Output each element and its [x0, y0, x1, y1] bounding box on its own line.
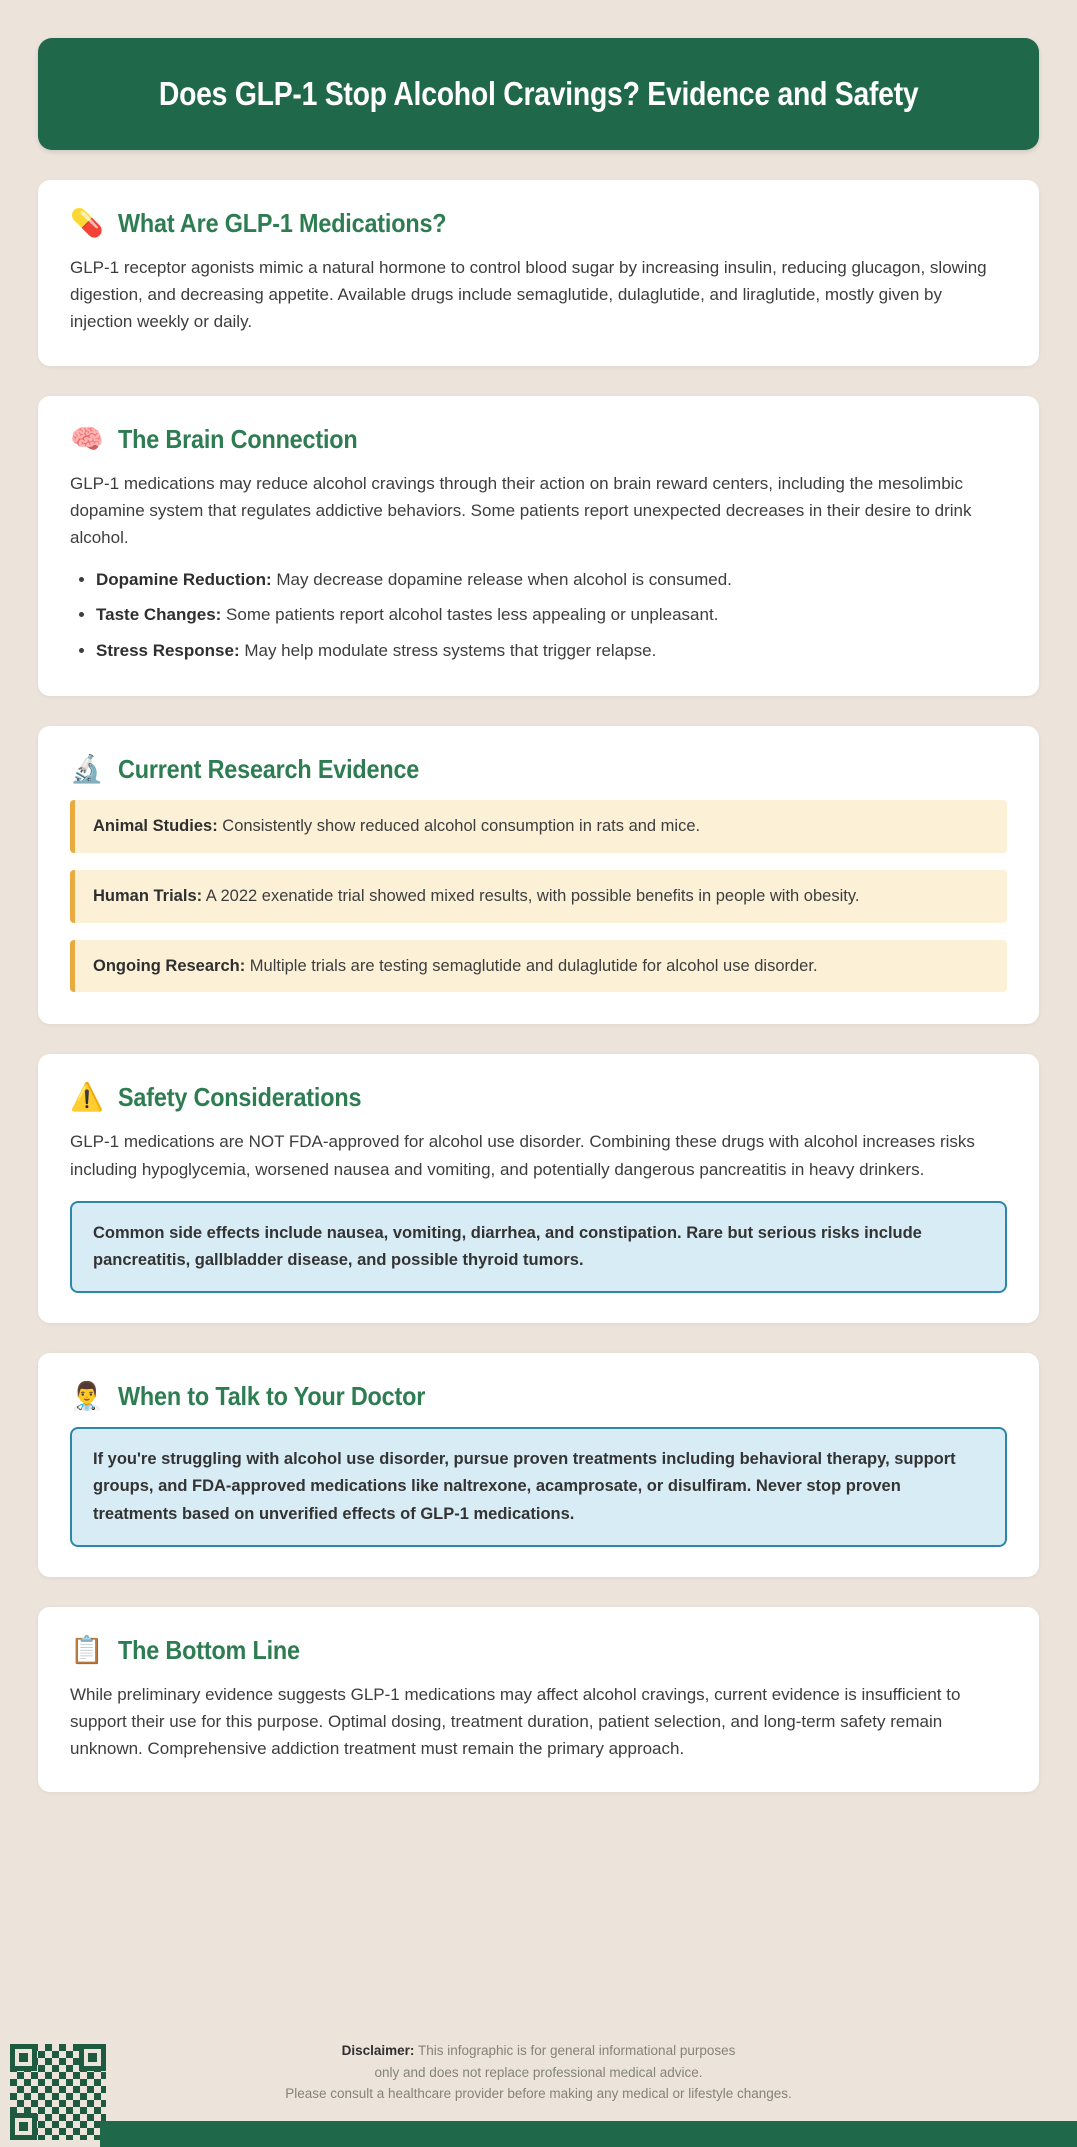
bullet-label: Dopamine Reduction: — [96, 570, 272, 590]
finding-ongoing-research — [70, 940, 1007, 993]
section-heading: The Brain Connection — [117, 423, 358, 454]
section-header — [70, 1381, 1007, 1412]
section-talk-to-doctor — [38, 1353, 1039, 1577]
section-safety — [38, 1054, 1039, 1323]
disclaimer-line-1-text: This infographic is for general informational purposes — [414, 2043, 736, 2059]
section-body: While preliminary evidence suggests GLP-1 medications may affect alcohol cravings, current evidence is insufficient to support their use for this purpose. Optimal dosing, treatment duration, patient selection, and long-term safety remain unknown. Comprehensive addiction treatment must remain the primary approach. — [70, 1684, 961, 1759]
bullet-label: Taste Changes: — [96, 605, 222, 625]
section-body: GLP-1 medications may reduce alcohol cravings through their action on brain reward centers, including the mesolimbic dopamine system that regulates addictive behaviors. Some patients report unexpected decreases in their desire to drink alcohol. — [70, 473, 972, 547]
warning-icon: ⚠️ — [70, 1082, 104, 1113]
bottom-green-bar — [100, 2121, 1077, 2147]
bullet-text: May decrease dopamine release when alcohol is consumed. — [271, 570, 732, 590]
finding-label: Ongoing Research: — [93, 956, 246, 975]
section-header — [70, 1635, 1007, 1666]
section-research-evidence — [38, 726, 1039, 1024]
side-effects-callout: Common side effects include nausea, vomiting, diarrhea, and constipation. Rare but serious risks include pancreatitis, gallbladder disease, and possible thyroid tumors. — [70, 1201, 1007, 1293]
bullet-label: Stress Response: — [96, 640, 240, 660]
section-bottom-line — [38, 1607, 1039, 1793]
qr-finder-pattern — [10, 2113, 37, 2140]
section-header — [70, 1082, 1007, 1113]
section-heading: Current Research Evidence — [117, 754, 419, 785]
clipboard-icon: 📋 — [70, 1634, 104, 1665]
section-header — [70, 208, 1007, 239]
finding-label: Animal Studies: — [93, 817, 218, 836]
section-header — [70, 754, 1007, 785]
doctor-icon: 👨‍⚕️ — [70, 1381, 104, 1412]
disclaimer-line-3: Please consult a healthcare provider before making any medical or lifestyle changes. — [285, 2086, 792, 2102]
finding-label: Human Trials: — [93, 886, 203, 905]
brain-bullet-list — [96, 567, 1007, 664]
section-what-are-glp1 — [38, 180, 1039, 366]
list-item — [96, 638, 1007, 664]
disclaimer-line-1 — [0, 2040, 1077, 2062]
list-item — [96, 567, 1007, 593]
disclaimer-label: Disclaimer: — [341, 2043, 415, 2059]
disclaimer-text — [0, 2040, 1077, 2105]
disclaimer-line-2: only and does not replace professional medical advice. — [374, 2064, 703, 2080]
section-heading: When to Talk to Your Doctor — [117, 1381, 425, 1412]
section-heading: What Are GLP-1 Medications? — [117, 208, 447, 238]
finding-text: Consistently show reduced alcohol consumption in rats and mice. — [217, 817, 701, 836]
finding-human-trials — [70, 870, 1007, 923]
list-item — [96, 602, 1007, 628]
section-header — [70, 424, 1007, 455]
bullet-text: May help modulate stress systems that trigger relapse. — [239, 640, 657, 660]
section-brain-connection — [38, 396, 1039, 697]
section-body: GLP-1 receptor agonists mimic a natural hormone to control blood sugar by increasing insulin, reducing glucagon, slowing digestion, and decreasing appetite. Available drugs include semaglutide, dulaglutide, and liraglutide, mostly given by injection weekly or daily. — [70, 258, 987, 332]
header-banner — [38, 38, 1039, 150]
bullet-text: Some patients report alcohol tastes less appealing or unpleasant. — [221, 605, 719, 625]
finding-text: A 2022 exenatide trial showed mixed results, with possible benefits in people with obesity. — [202, 886, 860, 905]
finding-text: Multiple trials are testing semaglutide and dulaglutide for alcohol use disorder. — [245, 956, 818, 975]
brain-icon: 🧠 — [70, 423, 104, 454]
pill-icon: 💊 — [70, 208, 104, 238]
page-title: Does GLP-1 Stop Alcohol Cravings? Evidence and Safety — [158, 75, 919, 112]
microscope-icon: 🔬 — [70, 754, 104, 785]
section-body: GLP-1 medications are NOT FDA-approved for alcohol use disorder. Combining these drugs with alcohol increases risks including hypoglycemia, worsened nausea and vomiting, and potentially dangerous pancreatitis in heavy drinkers. — [70, 1132, 975, 1179]
finding-animal-studies — [70, 800, 1007, 853]
section-heading: Safety Considerations — [117, 1082, 361, 1113]
section-heading: The Bottom Line — [117, 1634, 300, 1665]
doctor-advice-callout: If you're struggling with alcohol use disorder, pursue proven treatments including behavioral therapy, support groups, and FDA-approved medications like naltrexone, acamprosate, or disulfiram. Never stop proven treatments based on unverified effects of GLP-1 medications. — [70, 1427, 1007, 1547]
